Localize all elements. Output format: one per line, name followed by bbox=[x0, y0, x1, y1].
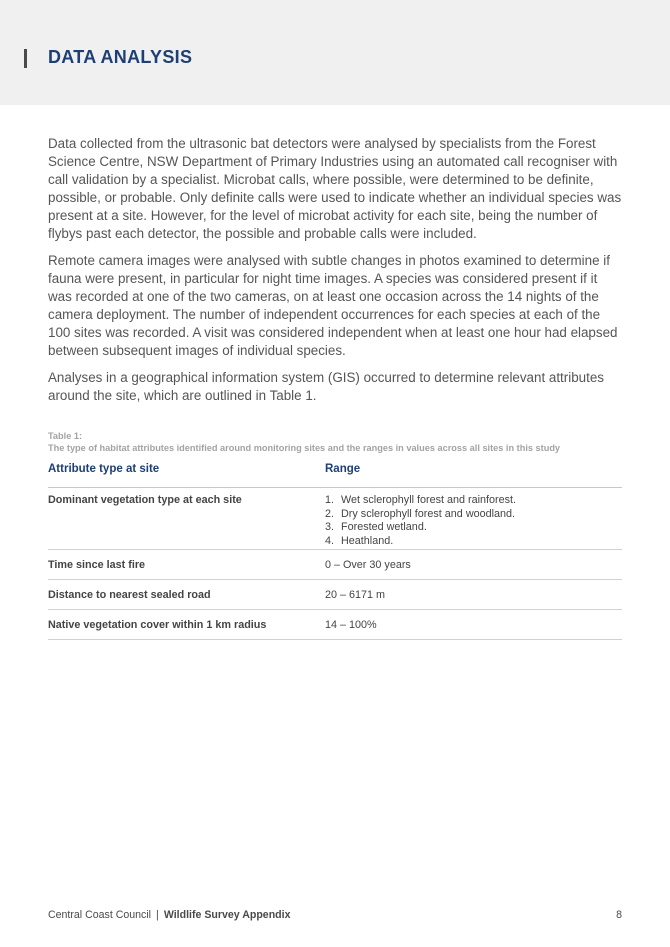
table-row bbox=[48, 580, 622, 610]
body-text bbox=[48, 135, 624, 414]
table-row bbox=[48, 550, 622, 580]
table-row bbox=[48, 488, 622, 550]
table-caption-text: The type of habitat attributes identified around monitoring sites and the ranges in values across all sites in this study bbox=[48, 443, 561, 453]
range-cell: 20 – 6171 m bbox=[325, 588, 386, 601]
header-attribute-type: Attribute type at site bbox=[48, 463, 160, 475]
paragraph-bat-detectors: Data collected from the ultrasonic bat detectors were analysed by specialists from the Forest Science Centre, NSW Department of Primary Industries using an automated call recogniser with call validation by a specialist. Microbat calls, where possible, were determined to be definite, possible, or probable. Only definite calls were used to indicate whether an individual species was present at a site. However, for the level of microbat activity for each site, being the number of flybys past each detector, the possible and probable calls were included. bbox=[48, 136, 622, 241]
list-item: 4. Heathland. bbox=[325, 534, 394, 547]
footer-separator: | bbox=[156, 909, 159, 921]
table-row bbox=[48, 610, 622, 640]
paragraph-remote-cameras: Remote camera images were analysed with subtle changes in photos examined to determine if fauna were present, in particular for night time images. A species was considered present if it was recorded at one of the two cameras, on at least one occasion across the 14 nights of the camera deployment. The number of independent occurrences for each species at each of the 100 sites was recorded. A visit was considered independent when at least one hour had elapsed between subsequent images of individual species. bbox=[48, 253, 618, 358]
range-cell: 0 – Over 30 years bbox=[325, 558, 411, 571]
header-range: Range bbox=[325, 463, 361, 475]
page-footer bbox=[48, 909, 622, 921]
table-caption bbox=[48, 430, 628, 454]
page-header bbox=[0, 0, 670, 105]
footer-document-title: Wildlife Survey Appendix bbox=[163, 909, 291, 921]
habitat-attributes-table bbox=[48, 463, 622, 640]
attribute-cell: Dominant vegetation type at each site bbox=[48, 494, 242, 506]
list-item: 2. Dry sclerophyll forest and woodland. bbox=[325, 507, 516, 520]
paragraph-gis: Analyses in a geographical information system (GIS) occurred to determine relevant attributes around the site, which are outlined in Table 1. bbox=[48, 370, 604, 403]
section-title: DATA ANALYSIS bbox=[48, 47, 193, 67]
attribute-cell: Native vegetation cover within 1 km radius bbox=[48, 618, 267, 631]
header-accent-bar bbox=[24, 49, 27, 68]
range-cell bbox=[325, 494, 622, 549]
attribute-cell: Distance to nearest sealed road bbox=[48, 588, 211, 601]
list-item: 3. Forested wetland. bbox=[325, 521, 427, 533]
page-number: 8 bbox=[616, 909, 622, 921]
attribute-cell: Time since last fire bbox=[48, 558, 146, 571]
table-header-row bbox=[48, 463, 622, 488]
vegetation-type-list bbox=[325, 494, 622, 548]
table-caption-label: Table 1: bbox=[48, 431, 83, 441]
range-cell: 14 – 100% bbox=[325, 618, 377, 631]
footer-organisation: Central Coast Council bbox=[48, 909, 152, 921]
list-item: 1. Wet sclerophyll forest and rainforest. bbox=[325, 494, 517, 506]
